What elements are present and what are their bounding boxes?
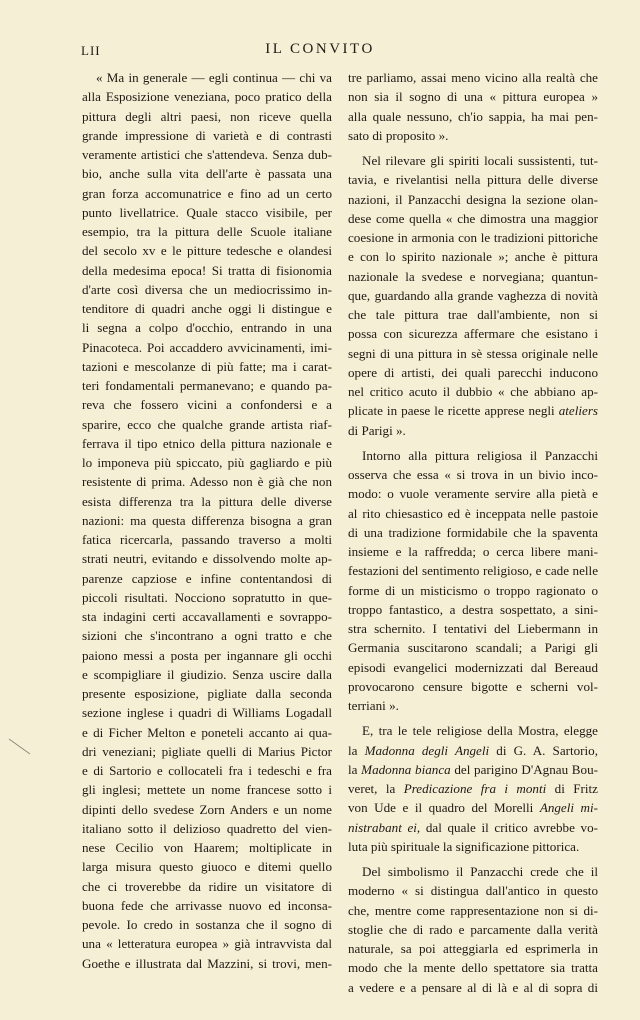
text-line: sizioni che s'incontrano a ogni tratto e che [82,628,332,644]
text-line: stra schernito. I tentativi del Liebermann in [348,621,598,636]
text-line: pevole. Io credo in sostanza che il sogno di [82,917,332,932]
text-line: strati neutri, evitando e dissolvendo molte ap- [82,551,332,567]
text-line: una « letteratura europea » già intravvista dal [82,936,332,952]
text-line: nel critico acuto il dubbio « che abbiano ap- [348,384,598,399]
title-predicazione: Predicazione fra i monti [403,781,547,796]
text-line: tavia, e rivelantisi nella pittura delle diverse [348,172,598,188]
text-line: gli inglesi; mettete un nome francese sotto i [82,782,332,798]
title-angeli-ministrabant: Angeli mi- [539,800,598,816]
text-line: parenze capziose e infine contentandosi di [82,570,332,586]
text-line: modo che la mente dello spettatore sia tratta [348,960,598,976]
text-line: tazioni e mescolanze di più fatte; ma i carat- [82,358,332,374]
text-line: modo: o vuole veramente servire alla pietà e [348,486,598,502]
text-line: che ci troverebbe da ridire un visitatore di [82,878,332,894]
text-line: d'arte così diversa che un mediocrissimo in- [82,281,332,297]
title-madonna-bianca: Madonna bianca [361,761,451,777]
text-line: nazioni: ma questa differenza bisogna a gran [82,512,332,528]
text-line: piccoli risultati. Nocciono sopratutto in que- [82,589,332,605]
text-line: esempio, tra la pittura delle Scuole italiane [82,224,332,239]
text-line: E, tra le tele religiose della Mostra, elegge [362,723,598,739]
text-line: que, guardando alla grande vaghezza di novità [348,287,598,303]
title-madonna-angeli: Madonna degli Angeli [364,742,490,758]
text-line: la Madonna bianca del parigino D'Agnau Bou- [348,761,598,777]
text-line: dese come quella « che dimostra una maggior [348,210,598,226]
right-column [348,68,598,997]
text-line: di una tradizione formidabile che la spaventa [348,524,598,540]
text-line: e di Ficher Melton e poneteli accanto ai qua- [82,724,332,740]
text-line: terriani ». [348,698,399,713]
text-line: episodi evangelici modernizzati dal Bereaud [348,659,598,675]
text-line: della medesima epoca! Si tratta di fisionomia [82,262,332,278]
text-line: alla Esposizione veneziana, poco pratico della [82,89,332,105]
text-line: teri fondamentali permanevano; e quando pa- [82,378,332,393]
text-line: nese Cecilio von Haarem; moltiplicate in [82,840,332,855]
text-line: e con lo spirito nazionale »; anche è pittura [348,249,598,265]
text-line: luta più spirituale la significazione pittorica. [348,838,580,854]
title-angeli-ministrabant-cont: nistrabant ei, [348,819,421,835]
text-line: forme di un misticismo o troppo ragionato o [348,582,598,598]
text-line: osserva che essa « si trova in un bivio inco- [348,467,598,482]
running-head-title: IL CONVITO [265,41,375,57]
text-line: nistrabant ei, dal quale il critico avrebbe vo- [348,819,598,835]
text-line: fatica ricercarla, passando traverso a molti [82,532,332,547]
text-line: a vedere e a pensare al di là e al di sopra di [348,979,598,995]
text-line: moderno « si distingua dall'antico in questo [348,883,598,899]
text-line: presente esposizione, pigliate dalla seconda [82,686,332,701]
text-line: veret, la Predicazione fra i monti di Fritz [348,781,598,796]
text-line: alla quale nessuno, ch'io sappia, ha mai pen- [348,108,598,124]
text-line: lo imponeva più spiccato, più gagliardo e più [82,455,332,470]
text-line: Goethe e illustrata dal Mazzini, si trovi, men- [82,955,332,971]
text-line: nazionale la svedese e norvegiana; quantun- [348,268,598,284]
text-line: sta indagini certi accavallamenti e sovrappo- [82,609,332,624]
text-line: di Parigi ». [348,422,406,438]
text-line: ferrava il tipo etnico della pittura nazionale e [82,435,332,451]
text-line: e scompigliare il giudizio. Senza uscire dalla [82,666,332,682]
left-column [82,68,332,973]
text-line: tenditore di quadri anche oggi li distingue e [82,301,332,316]
text-line: Nel rilevare gli spiriti locali sussistenti, tut- [362,153,598,168]
text-line: al rito chiesastico ed è inceppata nelle pastoie [348,505,598,521]
text-line: festazioni del sentimento religioso, e cade nelle [348,563,598,579]
text-line: buona fede che arrivasse nuovo ed inconsa- [82,897,332,913]
text-line: la Madonna degli Angeli di G. A. Sartorio, [348,742,599,758]
text-line: nazioni, il Panzacchi designa la sezione olan- [348,191,598,207]
text-line: sezione inglese i quadri di Williams Logadall [82,705,332,721]
text-line: opere di artisti, dei quali parecchi inducono [348,364,598,380]
text-line: plicate in paese le ricette apprese negli ateliers [348,403,599,419]
text-line: Del simbolismo il Panzacchi crede che il [362,864,598,879]
text-line: von Ude e il quadro del Morelli Angeli mi- [348,800,598,816]
text-line: che tale pittura trae dall'ambiente, non si [348,307,598,322]
text-line: italiano sotto il delizioso quadretto del vien- [82,820,332,836]
pencil-mark-icon [8,738,32,756]
page-number: LII [81,43,101,58]
text-line: « Ma in generale — egli continua — chi va [96,70,332,85]
text-line: esista differenza tra la pittura delle diverse [82,493,332,509]
text-line: tre parliamo, assai meno vicino alla realtà che [348,70,598,85]
text-line: paiono messi a posta per ingannare gli occhi [82,647,332,663]
text-line: segni di una pittura in sè stessa originale nelle [348,345,598,361]
text-line: li segna a colpo d'occhio, entrando in una [82,320,332,336]
text-line: Pinacoteca. Poi accaddero avvicinamenti, imi- [82,339,332,355]
text-line: Germania suscitarono scandali; a Parigi gli [348,640,598,656]
text-line: bio, anche sulla vita dell'arte è passata una [82,166,332,182]
text-line: sato di proposito ». [348,127,449,143]
text-line: non sia il sogno di una « pittura europea » [348,89,598,105]
text-line: stoglie che di rado e parcamente dalla verità [348,921,598,937]
text-line: coesione in armonia con le tradizioni pittoriche [348,230,598,245]
text-line: possa con sicurezza affermare che esistano i [348,326,598,342]
text-line: del secolo xv e le pitture tedesche e olandesi [82,243,332,259]
text-line: pittura degli altri paesi, non riceve quella [82,108,332,124]
text-line: insieme e la raffredda; o cerca libere mani- [348,544,598,559]
text-line: naturale, sa poi atteggiarla ed esprimerla in [348,941,598,956]
text-line: veramente artistici che s'attendeva. Senza dub- [82,147,332,162]
text-line: larga misura questo giuoco e ditemi quello [82,859,332,875]
text-line: grande impressione di varietà e di contrasti [82,127,332,143]
text-line: dri veneziani; pigliate quelli di Marius Pictor [82,743,332,759]
text-line: Intorno alla pittura religiosa il Panzacchi [362,447,598,463]
text-line: resistente di prima. Adesso non è già che non [82,474,332,490]
text-line: troppo fantastico, a destra sospettato, a sini- [348,601,598,617]
text-line: provocarono censure bigotte e scherni vol- [348,678,598,694]
text-line: reva che fossero vicini a confondersi e a [82,397,332,413]
text-line: e di Sartorio e collocateli fra i tedeschi e fra [82,763,332,778]
text-line: sparire, ecco che qualche grande artista riaf- [82,416,332,432]
italic-ateliers: ateliers [558,403,599,419]
text-line: che, mentre come rappresentazione non si di- [348,902,598,918]
text-line: dipinti dello svedese Zorn Anders e un nome [82,801,332,817]
text-line: gran forza accomunatrice e fino ad un certo [82,185,332,201]
text-line: punto livellatrice. Quale stacco visibile, per [82,204,332,220]
